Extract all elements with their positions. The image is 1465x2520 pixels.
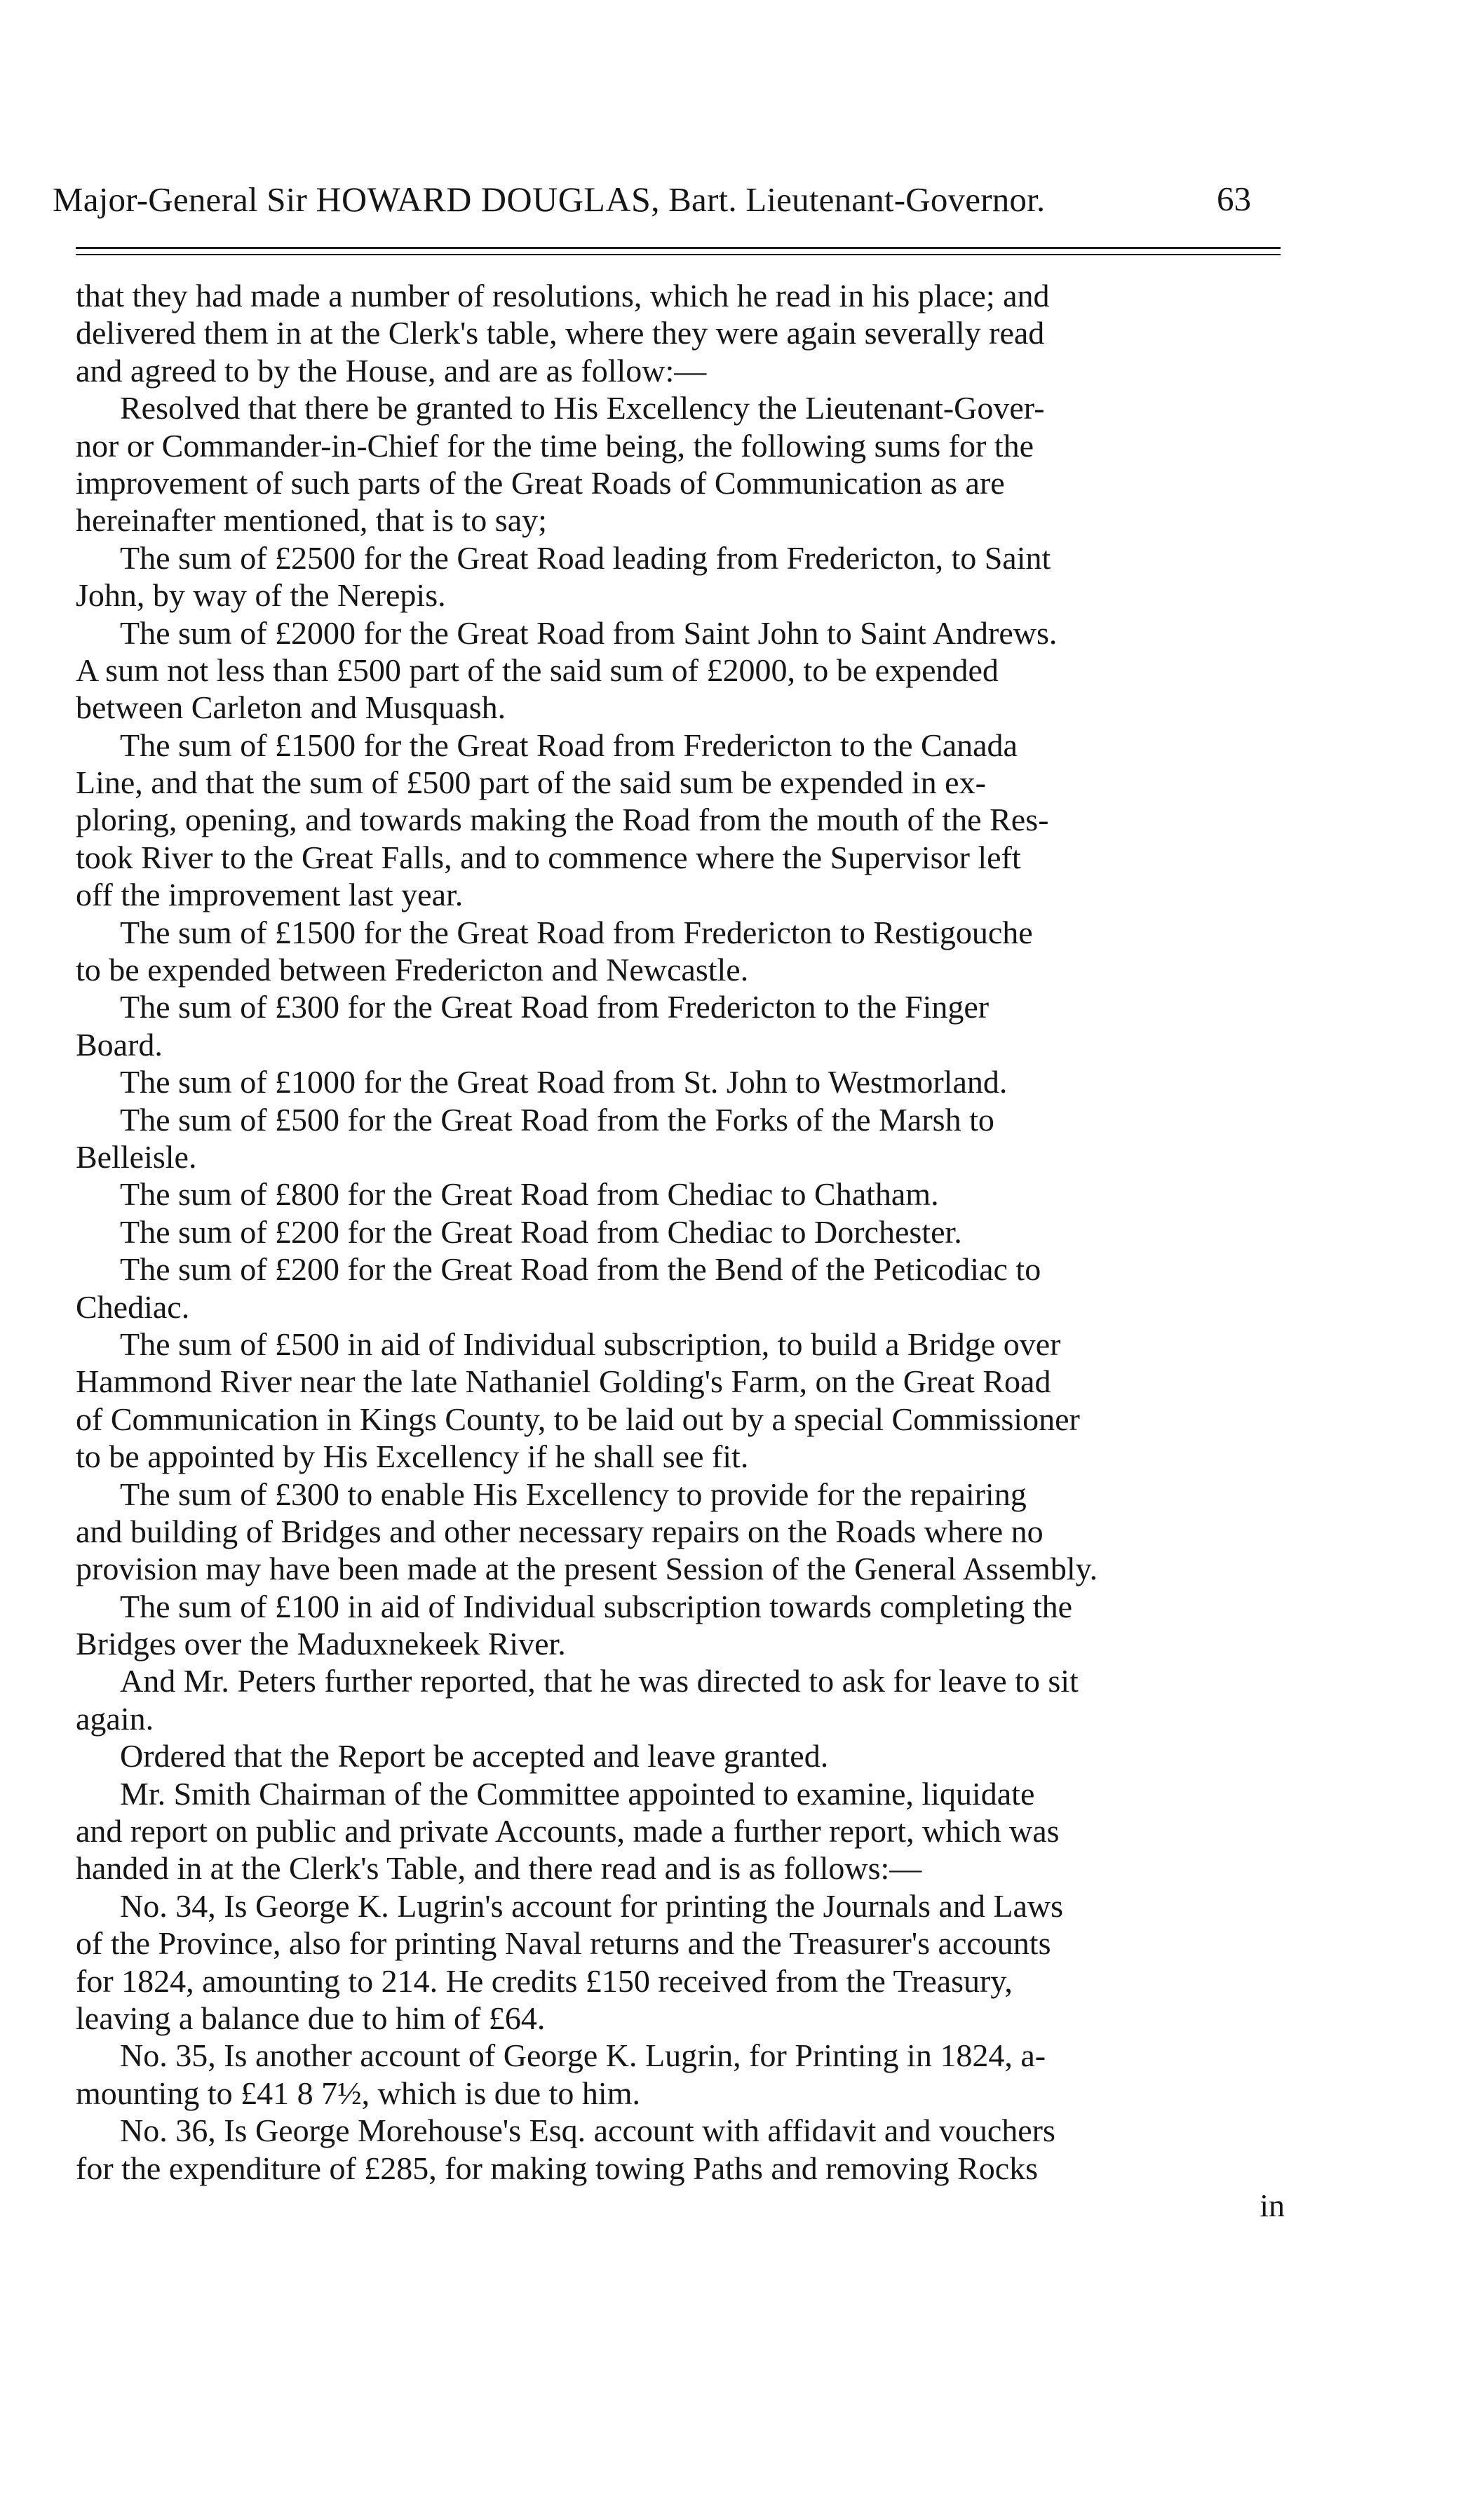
text-line: again. [76,1700,154,1737]
text-line: provision may have been made at the present Session of the General Assembly. [76,1551,1098,1587]
text-line: took River to the Great Falls, and to commence where the Supervisor left [76,839,1021,875]
text-line: and building of Bridges and other necessary repairs on the Roads where no [76,1513,1044,1549]
text-line: delivered them in at the Clerk's table, where they were again severally read [76,315,1045,351]
text-line: nor or Commander-in-Chief for the time being, the following sums for the [76,427,1034,464]
text-line: improvement of such parts of the Great Roads of Communication as are [76,464,1005,501]
text-line: of the Province, also for printing Naval returns and the Treasurer's accounts [76,1925,1051,1962]
header-rule-top [76,247,1281,249]
text-line: Mr. Smith Chairman of the Committee appointed to examine, liquidate [120,1775,1035,1812]
text-line: The sum of £500 for the Great Road from the Forks of the Marsh to [120,1101,994,1138]
text-line: Ordered that the Report be accepted and leave granted. [120,1738,829,1774]
text-line: A sum not less than £500 part of the said sum of £2000, to be expended [76,652,999,688]
text-line: to be expended between Fredericton and Newcastle. [76,952,749,988]
text-line: No. 36, Is George Morehouse's Esq. account with affidavit and vouchers [120,2113,1055,2149]
text-line: The sum of £2500 for the Great Road leading from Fredericton, to Saint [120,539,1051,576]
text-line: hereinafter mentioned, that is to say; [76,502,547,539]
text-line: The sum of £1000 for the Great Road from St. John to Westmorland. [120,1064,1008,1100]
text-line: The sum of £300 for the Great Road from Fredericton to the Finger [120,989,990,1025]
text-line: The sum of £500 in aid of Individual subscription, to build a Bridge over [120,1326,1061,1362]
text-line: No. 34, Is George K. Lugrin's account for printing the Journals and Laws [120,1887,1063,1924]
text-line: Resolved that there be granted to His Excellency the Lieutenant-Gover- [120,390,1045,426]
text-line: Line, and that the sum of £500 part of the said sum be expended in ex- [76,764,986,801]
text-line: off the improvement last year. [76,877,464,913]
text-line: that they had made a number of resolutions, which he read in his place; and [76,278,1050,314]
text-line: No. 35, Is another account of George K. Lugrin, for Printing in 1824, a- [120,2037,1046,2074]
text-line: Hammond River near the late Nathaniel Golding's Farm, on the Great Road [76,1363,1051,1400]
running-head-name: HOWARD DOUGLAS [316,180,652,219]
running-head-suffix: , Bart. Lieutenant-Governor. [651,180,1046,219]
text-line: for the expenditure of £285, for making towing Paths and removing Rocks [76,2150,1039,2186]
text-line: The sum of £1500 for the Great Road from Fredericton to the Canada [120,727,1018,763]
text-line: Bridges over the Maduxnekeek River. [76,1626,566,1662]
text-line: The sum of £100 in aid of Individual subscription towards completing the [120,1588,1073,1624]
body-text [76,277,1296,2224]
text-line: for 1824, amounting to 214. He credits £150 received from the Treasury, [76,1962,1013,1999]
text-line: The sum of £1500 for the Great Road from Fredericton to Restigouche [120,914,1033,950]
header-rule-bottom [76,254,1281,255]
catchword: in [1260,2187,1285,2223]
text-line: mounting to £41 8 7½, which is due to him. [76,2075,640,2111]
text-line: handed in at the Clerk's Table, and there read and is as follows:— [76,1850,922,1887]
text-line: Belleisle. [76,1138,197,1175]
text-line: of Communication in Kings County, to be laid out by a special Commissioner [76,1401,1080,1437]
text-line: The sum of £2000 for the Great Road from Saint John to Saint Andrews. [120,614,1058,651]
text-line: The sum of £300 to enable His Excellency to provide for the repairing [120,1476,1027,1512]
text-line: John, by way of the Nerepis. [76,577,446,614]
text-line: ploring, opening, and towards making the Road from the mouth of the Res- [76,802,1049,838]
text-line: leaving a balance due to him of £64. [76,2000,546,2036]
text-line: Chediac. [76,1288,190,1325]
running-head [53,179,1276,220]
text-line: and report on public and private Accounts, made a further report, which was [76,1813,1060,1849]
running-head-prefix: Major-General Sir [53,180,316,219]
page-number: 63 [1217,180,1251,218]
text-line: The sum of £200 for the Great Road from Chediac to Dorchester. [120,1213,962,1250]
text-line: Board. [76,1026,163,1063]
text-line: and agreed to by the House, and are as follow:— [76,352,707,389]
text-line: The sum of £800 for the Great Road from Chediac to Chatham. [120,1176,939,1213]
text-line: between Carleton and Musquash. [76,689,506,726]
text-line: And Mr. Peters further reported, that he was directed to ask for leave to sit [120,1663,1079,1699]
text-line: The sum of £200 for the Great Road from the Bend of the Peticodiac to [120,1251,1041,1288]
text-line: to be appointed by His Excellency if he shall see fit. [76,1438,749,1475]
